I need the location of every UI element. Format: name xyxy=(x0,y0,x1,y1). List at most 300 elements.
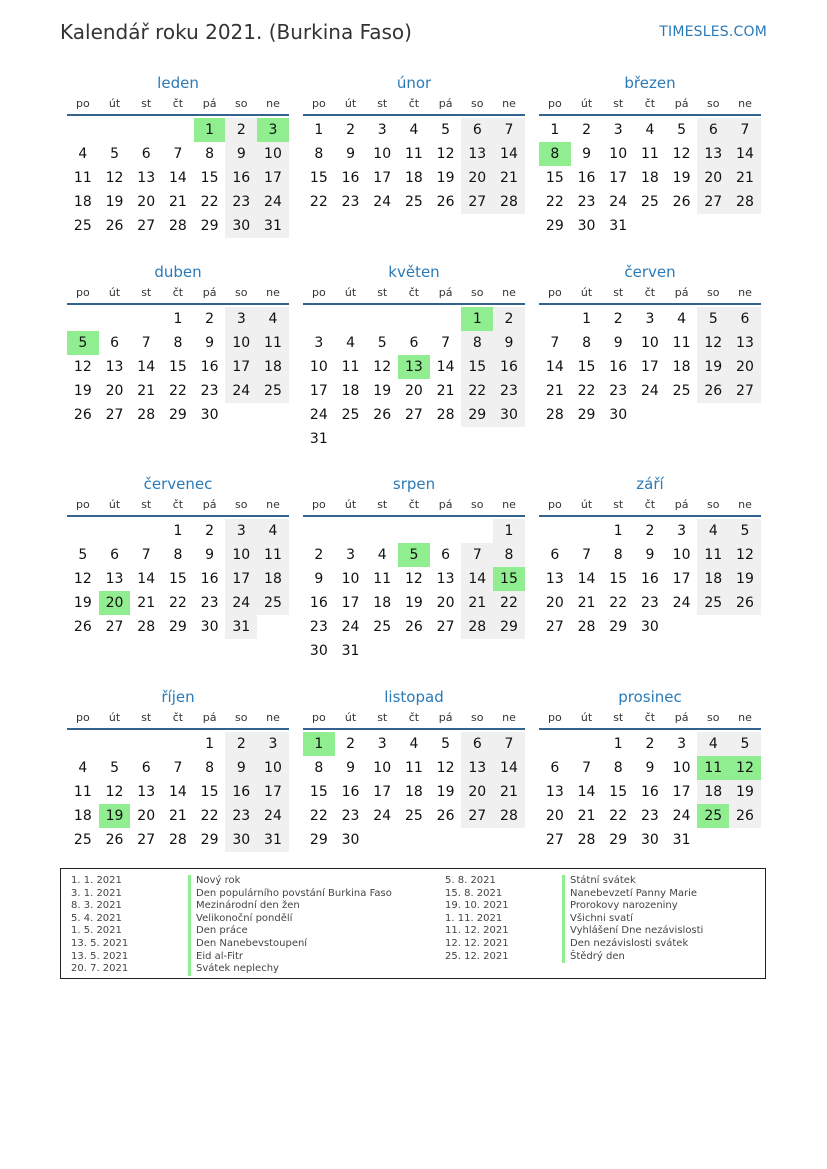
day-cell: 11 xyxy=(341,359,360,375)
day-cell: 3 xyxy=(613,122,623,138)
weekday-label: po xyxy=(311,498,326,511)
legend-holiday-name: Nanebevzetí Panny Marie xyxy=(562,888,697,901)
day-cell: 21 xyxy=(493,166,525,190)
day-cell: 16 xyxy=(609,359,628,375)
holiday-day-cell: 15 xyxy=(493,567,525,591)
weekday-label: so xyxy=(471,498,484,511)
day-cell: 28 xyxy=(137,619,156,635)
empty-cell xyxy=(67,118,99,142)
empty-cell xyxy=(430,519,462,543)
weekday-label: pá xyxy=(674,498,689,511)
legend-date: 1. 1. 2021 xyxy=(71,875,122,886)
weekday-label: čt xyxy=(408,711,420,724)
weekday-label: po xyxy=(75,286,90,299)
weekday-label: so xyxy=(235,711,248,724)
day-cell: 14 xyxy=(493,756,525,780)
day-cell: 10 xyxy=(640,335,659,351)
day-cell: 12 xyxy=(672,146,691,162)
day-cell: 16 xyxy=(640,571,659,587)
day-cell: 3 xyxy=(257,732,289,756)
day-cell: 10 xyxy=(373,146,392,162)
empty-cell xyxy=(430,307,462,331)
day-cell: 13 xyxy=(729,331,761,355)
day-grid xyxy=(67,305,289,427)
day-cell: 4 xyxy=(697,519,729,543)
month-únor xyxy=(303,72,525,214)
legend-date: 8. 3. 2021 xyxy=(71,900,122,912)
day-cell: 23 xyxy=(609,383,628,399)
weekday-label: ne xyxy=(738,286,752,299)
month-leden xyxy=(67,72,289,238)
day-cell: 30 xyxy=(640,619,659,635)
day-cell: 29 xyxy=(309,832,328,848)
day-cell: 28 xyxy=(461,615,493,639)
day-cell: 28 xyxy=(577,832,596,848)
day-cell: 12 xyxy=(105,784,124,800)
day-cell: 16 xyxy=(200,359,219,375)
day-cell: 14 xyxy=(137,359,156,375)
day-cell: 22 xyxy=(577,383,596,399)
day-cell: 9 xyxy=(346,760,355,776)
day-cell: 19 xyxy=(729,567,761,591)
day-cell: 11 xyxy=(672,335,691,351)
day-cell: 22 xyxy=(609,595,628,611)
day-cell: 28 xyxy=(436,407,455,423)
day-grid xyxy=(67,116,289,238)
month-name: červen xyxy=(624,263,676,281)
legend-holiday-name: Prorokovy narozeniny xyxy=(562,900,678,913)
day-cell: 13 xyxy=(137,170,156,186)
weekday-label: čt xyxy=(408,97,420,110)
day-cell: 15 xyxy=(168,571,187,587)
weekday-label: po xyxy=(547,498,562,511)
day-cell: 16 xyxy=(225,780,257,804)
day-cell: 19 xyxy=(729,780,761,804)
day-cell: 20 xyxy=(436,595,455,611)
day-cell: 12 xyxy=(373,359,392,375)
day-cell: 18 xyxy=(672,359,691,375)
day-cell: 13 xyxy=(436,571,455,587)
weekday-label: st xyxy=(377,498,388,511)
day-cell: 27 xyxy=(404,407,423,423)
month-duben xyxy=(67,261,289,427)
weekday-label: st xyxy=(377,711,388,724)
month-name: únor xyxy=(396,74,432,92)
day-cell: 11 xyxy=(404,146,423,162)
weekday-label: ne xyxy=(738,711,752,724)
weekday-label: st xyxy=(141,286,152,299)
day-cell: 4 xyxy=(409,736,419,752)
weekday-label: pá xyxy=(438,97,453,110)
day-cell: 25 xyxy=(672,383,691,399)
day-cell: 7 xyxy=(173,760,183,776)
day-cell: 18 xyxy=(73,808,92,824)
weekday-label: po xyxy=(311,97,326,110)
day-cell: 23 xyxy=(577,194,596,210)
day-cell: 5 xyxy=(377,335,387,351)
day-cell: 29 xyxy=(200,832,219,848)
weekday-label: st xyxy=(141,498,152,511)
month-name: srpen xyxy=(392,475,436,493)
weekday-label: ne xyxy=(502,97,516,110)
day-cell: 18 xyxy=(341,383,360,399)
weekday-label: so xyxy=(235,286,248,299)
weekday-label: út xyxy=(580,498,593,511)
day-cell: 25 xyxy=(73,218,92,234)
day-cell: 1 xyxy=(613,736,623,752)
day-cell: 23 xyxy=(200,383,219,399)
weekday-label: čt xyxy=(172,711,184,724)
day-cell: 30 xyxy=(225,828,257,852)
day-cell: 29 xyxy=(461,403,493,427)
weekday-label: út xyxy=(108,711,121,724)
day-cell: 21 xyxy=(137,383,156,399)
day-cell: 22 xyxy=(493,591,525,615)
weekday-label: út xyxy=(580,711,593,724)
day-cell: 7 xyxy=(441,335,451,351)
weekday-label: so xyxy=(707,498,720,511)
weekday-header xyxy=(539,283,761,305)
day-cell: 6 xyxy=(141,760,151,776)
day-cell: 21 xyxy=(461,591,493,615)
day-cell: 20 xyxy=(461,166,493,190)
legend-date: 13. 5. 2021 xyxy=(71,950,129,962)
day-cell: 20 xyxy=(729,355,761,379)
day-cell: 16 xyxy=(309,595,328,611)
weekday-label: čt xyxy=(172,286,184,299)
day-cell: 2 xyxy=(582,122,591,138)
day-cell: 26 xyxy=(436,808,455,824)
legend-holiday-name: Den populárního povstání Burkina Faso xyxy=(188,888,392,901)
empty-cell xyxy=(162,732,194,756)
day-cell: 5 xyxy=(441,736,451,752)
day-cell: 2 xyxy=(346,736,355,752)
day-cell: 28 xyxy=(168,218,187,234)
weekday-label: st xyxy=(613,711,624,724)
day-cell: 13 xyxy=(545,571,564,587)
weekday-label: ne xyxy=(738,498,752,511)
weekday-label: čt xyxy=(172,97,184,110)
day-cell: 25 xyxy=(257,379,289,403)
day-cell: 30 xyxy=(640,832,659,848)
weekday-label: po xyxy=(547,711,562,724)
day-cell: 31 xyxy=(341,643,360,659)
day-grid xyxy=(303,730,525,852)
weekday-label: čt xyxy=(408,286,420,299)
day-cell: 18 xyxy=(373,595,392,611)
day-cell: 1 xyxy=(314,122,324,138)
day-cell: 28 xyxy=(137,407,156,423)
empty-cell xyxy=(67,307,99,331)
day-cell: 30 xyxy=(200,407,219,423)
legend-date: 11. 12. 2021 xyxy=(445,925,509,937)
day-cell: 30 xyxy=(493,403,525,427)
day-cell: 25 xyxy=(697,591,729,615)
day-cell: 17 xyxy=(609,170,628,186)
day-cell: 14 xyxy=(137,571,156,587)
day-cell: 10 xyxy=(672,547,691,563)
day-cell: 15 xyxy=(577,359,596,375)
day-cell: 23 xyxy=(225,804,257,828)
legend-date: 19. 10. 2021 xyxy=(445,900,509,912)
weekday-header xyxy=(539,495,761,517)
day-cell: 26 xyxy=(672,194,691,210)
day-cell: 8 xyxy=(613,547,623,563)
day-cell: 17 xyxy=(341,595,360,611)
day-cell: 8 xyxy=(461,331,493,355)
day-cell: 3 xyxy=(225,519,257,543)
month-name: březen xyxy=(624,74,676,92)
day-cell: 20 xyxy=(404,383,423,399)
day-cell: 6 xyxy=(461,732,493,756)
day-cell: 22 xyxy=(609,808,628,824)
day-cell: 15 xyxy=(309,170,328,186)
day-cell: 11 xyxy=(640,146,659,162)
day-cell: 19 xyxy=(373,383,392,399)
weekday-header xyxy=(303,94,525,116)
day-cell: 8 xyxy=(493,543,525,567)
month-srpen xyxy=(303,473,525,663)
day-cell: 18 xyxy=(73,194,92,210)
day-cell: 10 xyxy=(609,146,628,162)
empty-cell xyxy=(571,732,603,756)
day-cell: 29 xyxy=(168,619,187,635)
weekday-label: čt xyxy=(408,498,420,511)
day-cell: 14 xyxy=(461,567,493,591)
day-cell: 1 xyxy=(613,523,623,539)
day-cell: 15 xyxy=(200,170,219,186)
day-cell: 11 xyxy=(73,170,92,186)
weekday-label: ne xyxy=(266,97,280,110)
day-cell: 30 xyxy=(609,407,628,423)
day-cell: 1 xyxy=(173,523,183,539)
weekday-label: po xyxy=(547,97,562,110)
day-cell: 9 xyxy=(493,331,525,355)
day-cell: 19 xyxy=(404,595,423,611)
day-grid xyxy=(539,116,761,238)
weekday-label: pá xyxy=(674,97,689,110)
weekday-label: čt xyxy=(644,286,656,299)
weekday-label: po xyxy=(547,286,562,299)
day-cell: 17 xyxy=(640,359,659,375)
day-cell: 29 xyxy=(609,832,628,848)
weekday-label: pá xyxy=(202,711,217,724)
day-cell: 12 xyxy=(697,331,729,355)
day-cell: 23 xyxy=(341,808,360,824)
day-cell: 9 xyxy=(225,756,257,780)
day-cell: 27 xyxy=(137,832,156,848)
weekday-label: pá xyxy=(438,711,453,724)
weekday-label: po xyxy=(75,498,90,511)
day-cell: 3 xyxy=(677,523,687,539)
day-cell: 17 xyxy=(257,166,289,190)
day-cell: 25 xyxy=(341,407,360,423)
day-cell: 4 xyxy=(257,307,289,331)
day-cell: 15 xyxy=(309,784,328,800)
day-grid xyxy=(303,116,525,214)
day-cell: 26 xyxy=(373,407,392,423)
day-cell: 9 xyxy=(645,760,655,776)
day-cell: 30 xyxy=(200,619,219,635)
holiday-day-cell: 25 xyxy=(697,804,729,828)
day-cell: 24 xyxy=(225,379,257,403)
day-cell: 21 xyxy=(436,383,455,399)
day-cell: 14 xyxy=(729,142,761,166)
day-cell: 11 xyxy=(404,760,423,776)
day-cell: 23 xyxy=(309,619,328,635)
month-name: říjen xyxy=(161,688,195,706)
day-cell: 13 xyxy=(461,142,493,166)
day-cell: 19 xyxy=(105,194,124,210)
weekday-label: út xyxy=(108,498,121,511)
day-cell: 28 xyxy=(493,190,525,214)
day-cell: 24 xyxy=(672,595,691,611)
day-cell: 19 xyxy=(73,595,92,611)
legend-date: 5. 4. 2021 xyxy=(71,912,122,924)
day-cell: 31 xyxy=(672,832,691,848)
weekday-label: út xyxy=(344,286,357,299)
day-cell: 13 xyxy=(105,571,124,587)
weekday-label: ne xyxy=(266,286,280,299)
day-cell: 27 xyxy=(697,190,729,214)
day-cell: 24 xyxy=(373,808,392,824)
weekday-label: po xyxy=(75,711,90,724)
day-cell: 29 xyxy=(168,407,187,423)
empty-cell xyxy=(130,307,162,331)
day-cell: 5 xyxy=(677,122,687,138)
day-cell: 4 xyxy=(78,760,88,776)
day-cell: 21 xyxy=(168,808,187,824)
day-cell: 11 xyxy=(257,543,289,567)
holiday-day-cell: 11 xyxy=(697,756,729,780)
weekday-label: út xyxy=(344,498,357,511)
day-cell: 26 xyxy=(105,218,124,234)
day-cell: 12 xyxy=(404,571,423,587)
legend-holiday-name: Státní svátek xyxy=(562,875,636,888)
brand-link[interactable]: TIMESLES.COM xyxy=(659,24,767,40)
day-cell: 4 xyxy=(257,519,289,543)
day-cell: 16 xyxy=(225,166,257,190)
legend-holiday-name: Den práce xyxy=(188,925,248,938)
day-cell: 13 xyxy=(137,784,156,800)
legend-date: 15. 8. 2021 xyxy=(445,887,503,899)
legend-holiday-name: Vyhlášení Dne nezávislosti xyxy=(562,925,703,938)
day-cell: 8 xyxy=(314,760,324,776)
day-cell: 24 xyxy=(257,190,289,214)
day-cell: 5 xyxy=(697,307,729,331)
month-září xyxy=(539,473,761,639)
day-cell: 18 xyxy=(697,780,729,804)
day-cell: 26 xyxy=(105,832,124,848)
day-cell: 6 xyxy=(550,547,560,563)
day-cell: 22 xyxy=(200,194,219,210)
month-name: prosinec xyxy=(618,688,682,706)
day-cell: 26 xyxy=(729,591,761,615)
weekday-label: ne xyxy=(738,97,752,110)
day-grid xyxy=(539,305,761,427)
holiday-legend xyxy=(60,868,766,979)
legend-holiday-name: Všichni svatí xyxy=(562,913,633,926)
day-cell: 23 xyxy=(200,595,219,611)
weekday-label: po xyxy=(311,711,326,724)
day-cell: 4 xyxy=(377,547,387,563)
day-cell: 17 xyxy=(309,383,328,399)
day-cell: 29 xyxy=(493,615,525,639)
weekday-label: so xyxy=(707,286,720,299)
day-cell: 1 xyxy=(493,519,525,543)
day-cell: 3 xyxy=(314,335,324,351)
legend-holiday-name: Eid al-Fitr xyxy=(188,951,243,964)
day-cell: 24 xyxy=(309,407,328,423)
day-cell: 15 xyxy=(609,571,628,587)
day-cell: 8 xyxy=(205,146,215,162)
day-cell: 22 xyxy=(461,379,493,403)
day-cell: 10 xyxy=(309,359,328,375)
day-cell: 2 xyxy=(645,523,655,539)
empty-cell xyxy=(303,307,335,331)
weekday-label: pá xyxy=(202,97,217,110)
day-cell: 31 xyxy=(609,218,628,234)
day-cell: 21 xyxy=(137,595,156,611)
day-cell: 23 xyxy=(225,190,257,214)
day-cell: 27 xyxy=(105,407,124,423)
weekday-header xyxy=(67,94,289,116)
day-cell: 7 xyxy=(729,118,761,142)
day-cell: 9 xyxy=(613,335,623,351)
day-cell: 27 xyxy=(461,804,493,828)
day-cell: 7 xyxy=(582,760,591,776)
day-cell: 7 xyxy=(173,146,183,162)
day-cell: 27 xyxy=(545,832,564,848)
day-cell: 18 xyxy=(257,567,289,591)
day-cell: 4 xyxy=(677,311,687,327)
day-cell: 10 xyxy=(225,331,257,355)
weekday-label: so xyxy=(471,97,484,110)
day-cell: 23 xyxy=(640,808,659,824)
day-cell: 9 xyxy=(582,146,591,162)
day-cell: 23 xyxy=(493,379,525,403)
day-cell: 9 xyxy=(645,547,655,563)
empty-cell xyxy=(461,519,493,543)
day-grid xyxy=(67,517,289,639)
day-cell: 23 xyxy=(640,595,659,611)
day-cell: 22 xyxy=(309,808,328,824)
day-cell: 27 xyxy=(461,190,493,214)
weekday-label: út xyxy=(108,97,121,110)
day-cell: 18 xyxy=(404,784,423,800)
weekday-header xyxy=(303,495,525,517)
day-cell: 10 xyxy=(373,760,392,776)
day-cell: 21 xyxy=(168,194,187,210)
day-cell: 19 xyxy=(697,355,729,379)
day-cell: 16 xyxy=(200,571,219,587)
day-cell: 11 xyxy=(373,571,392,587)
day-cell: 15 xyxy=(200,784,219,800)
day-cell: 20 xyxy=(137,808,156,824)
day-grid xyxy=(303,305,525,451)
day-cell: 14 xyxy=(436,359,455,375)
day-cell: 3 xyxy=(677,736,687,752)
day-cell: 6 xyxy=(697,118,729,142)
day-cell: 6 xyxy=(461,118,493,142)
day-cell: 24 xyxy=(373,194,392,210)
page-title: Kalendář roku 2021. (Burkina Faso) xyxy=(60,20,412,44)
weekday-label: st xyxy=(377,97,388,110)
legend-date: 20. 7. 2021 xyxy=(71,963,129,975)
weekday-label: st xyxy=(141,711,152,724)
empty-cell xyxy=(162,118,194,142)
day-cell: 12 xyxy=(436,146,455,162)
